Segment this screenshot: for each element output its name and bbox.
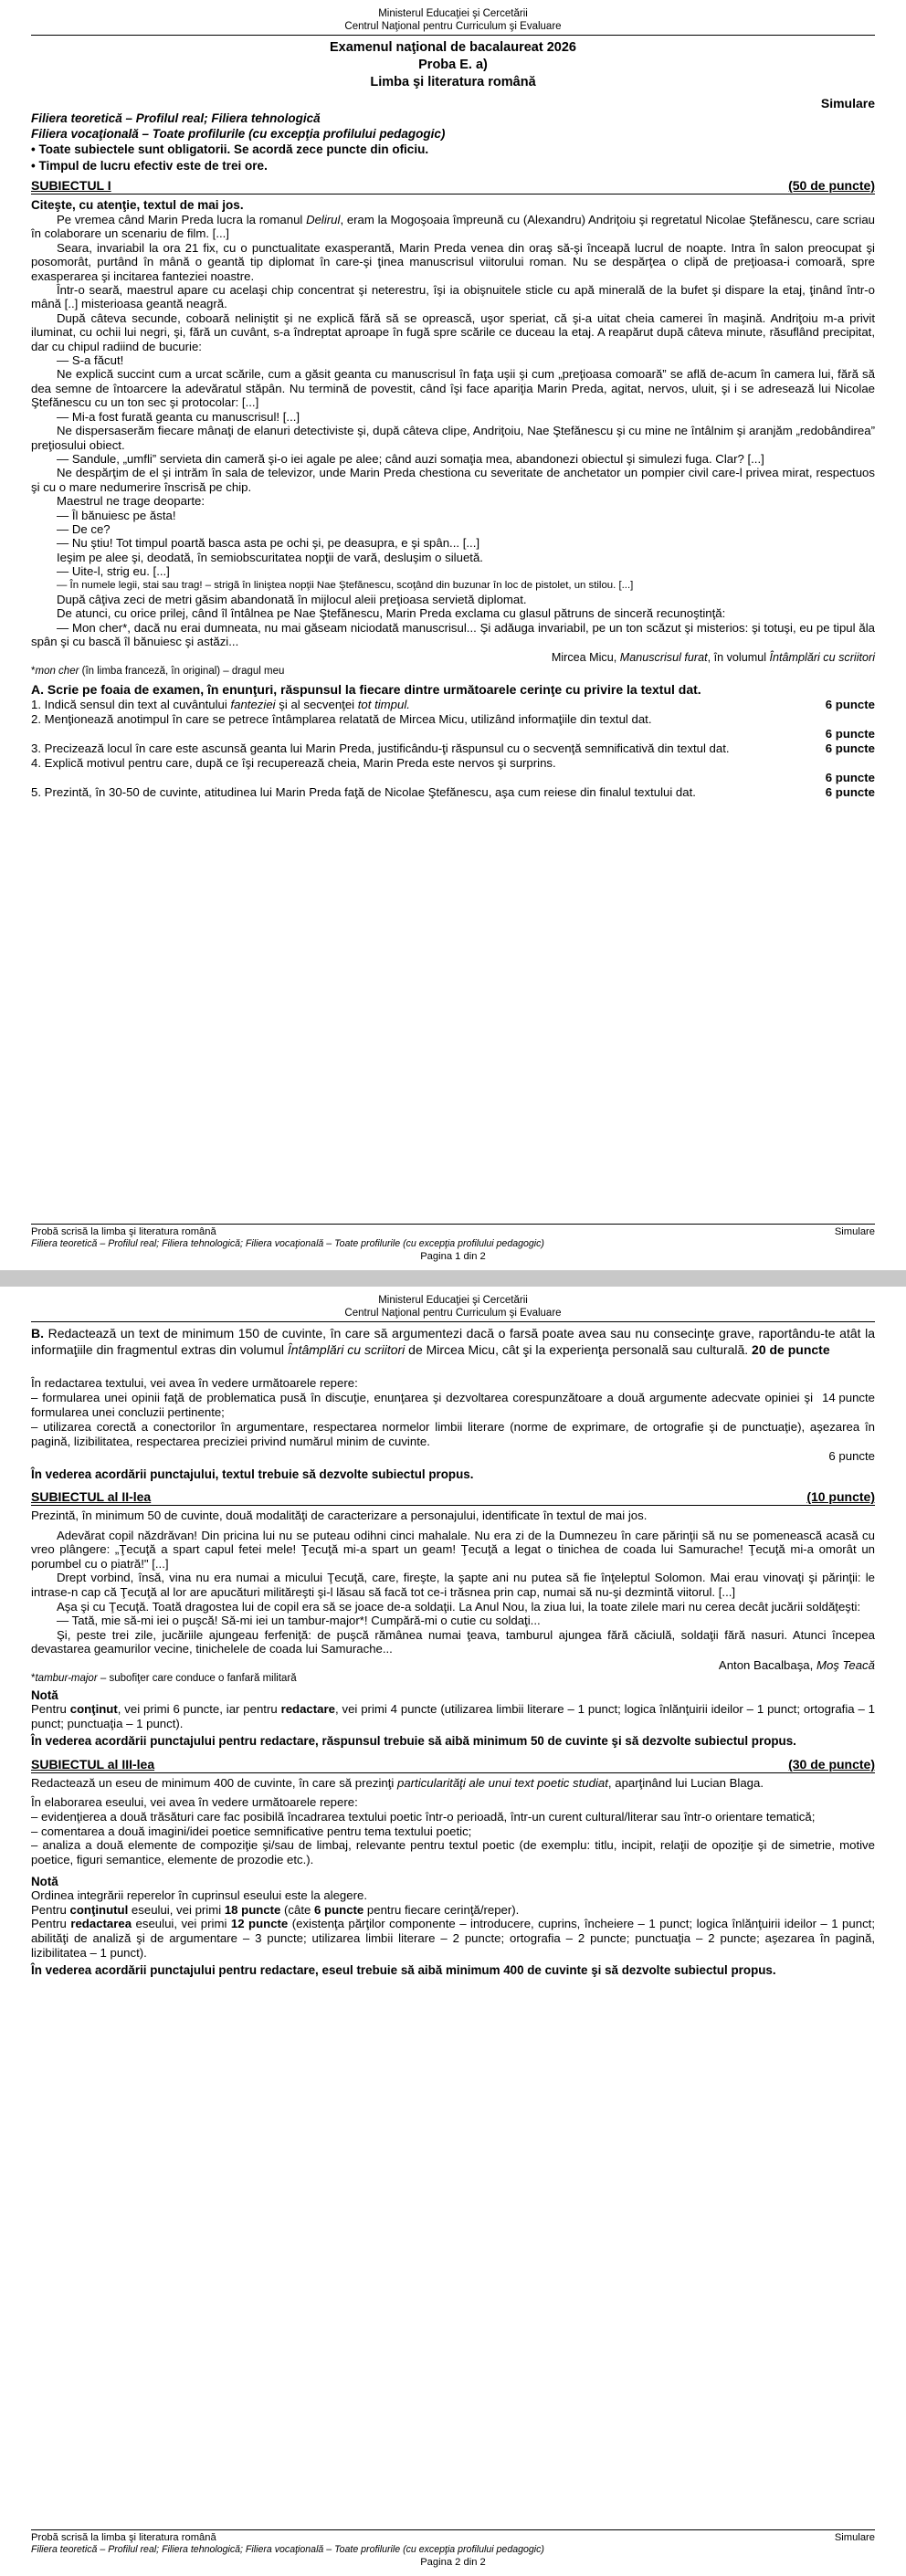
question-item: 2. Menţionează anotimpul în care se petrece întâmplarea relatată de Mircea Micu, utilizând informaţiile din textul dat. bbox=[31, 712, 652, 727]
dialogue-line: — Mi-a fost furată geanta cu manuscrisul! [...] bbox=[57, 409, 300, 424]
ministry-line-2: Centrul Naţional pentru Curriculum şi Evaluare bbox=[344, 21, 562, 32]
read-instruction: Citeşte, cu atenţie, textul de mai jos. bbox=[31, 198, 244, 212]
subject-2-note-requirement: În vederea acordării punctajului pentru redactare, răspunsul trebuie să aibă minimum 50 de cuvinte şi să dezvolte subiectul propus. bbox=[31, 1734, 796, 1749]
subject-3-note-order: Ordinea integrării reperelor în cuprinsul eseului este la alegere. bbox=[31, 1888, 367, 1903]
dialogue-line: — Tată, mie să-mi iei o puşcă! Să-mi iei un tambur-major*! Cumpără-mi o cutie cu soldaţi... bbox=[57, 1614, 541, 1628]
footer-right-label: Simulare bbox=[834, 2531, 875, 2543]
footer-top-row bbox=[31, 1226, 875, 1239]
subject-3-label: SUBIECTUL al III-lea bbox=[31, 1756, 155, 1772]
subject-2-label: SUBIECTUL al II-lea bbox=[31, 1489, 152, 1505]
reper-item: – utilizarea corectă a conectorilor în argumentare, respectarea normelor limbii literare (norme de exprimare, de ortografie şi de punctuaţie), aşezarea în pagină, lizibilitatea, respectarea preciziei privind numărul minim de cuvinte. bbox=[31, 1419, 875, 1448]
text-paragraph: După câţiva zeci de metri găsim abandonată în mijlocul aleii preţioasa servietă diplomat. bbox=[57, 592, 527, 606]
page-2-footer bbox=[31, 2529, 875, 2570]
text-paragraph: — Mon cher*, dacă nu erai dumneata, nu mai găseam niciodată manuscrisul... Şi adăuga invariabil, pe un ton scăzut şi misterios: şi totuşi, eu pe tipul ăla spân şi cu bască îl bănuiesc şi astăzi... bbox=[31, 620, 875, 649]
text-paragraph: Maestrul ne trage deoparte: bbox=[57, 494, 205, 509]
text-paragraph: Ieşim pe alee şi, deodată, în semiobscuritatea nopţii de vară, desluşim o siluetă. bbox=[57, 550, 483, 564]
subject-1-rule bbox=[31, 194, 875, 195]
question-item: 6 puncte 1. Indică sensul din text al cuvântului fanteziei şi al secvenţei tot timpul. bbox=[31, 698, 875, 712]
question-item: 4. Explică motivul pentru care, după ce îşi recuperează cheia, Marin Preda este nervos şi surprins. bbox=[31, 756, 556, 771]
dialogue-line: — S-a făcut! bbox=[57, 353, 124, 368]
reper-points: 14 puncte bbox=[822, 1390, 875, 1404]
text-paragraph: Seara, invariabil la ora 21 fix, cu o punctualitate exasperantă, Marin Preda venea din oraş să-şi înceapă lucrul de noapte. Intra în salon preocupat şi posomorât, purtând în mână o geantă tip diplomat în care-şi ţinea manuscrisul viitorului roman. Nu se despărţea o clipă de preţioasa-i comoară, spre exasperarea şi incitarea fanteziei noastre. bbox=[31, 240, 875, 283]
subject-1-points: (50 de puncte) bbox=[788, 178, 875, 193]
subject-3-note-requirement: În vederea acordării punctajului pentru redactare, eseul trebuie să aibă minimum 400 de cuvinte şi să dezvolte subiectul propus. bbox=[31, 1963, 776, 1978]
part-b-points: 20 de puncte bbox=[752, 1341, 830, 1357]
instruction-bullet-1: • Toate subiectele sunt obligatorii. Se acordă zece puncte din oficiu. bbox=[31, 142, 875, 158]
subject-2-author: Anton Bacalbaşa, Moş Teacă bbox=[718, 1658, 875, 1673]
header-divider bbox=[31, 35, 875, 36]
reper-text: – formularea unei opinii faţă de problematica pusă în discuţie, enunţarea şi dezvoltarea corespunzătoare a două argumente adecvate opiniei şi formularea unei concluzii pertinente; bbox=[31, 1390, 814, 1419]
subject-2-points: (10 puncte) bbox=[806, 1489, 875, 1505]
part-b-repere-heading: În redactarea textului, vei avea în vedere următoarele repere: bbox=[31, 1376, 358, 1390]
subject-3-note-content: Pentru conţinutul eseului, vei primi 18 puncte (câte 6 puncte pentru fiecare cerinţă/reper). bbox=[31, 1902, 520, 1917]
footer-left-label: Probă scrisă la limba şi literatura română bbox=[31, 1225, 216, 1237]
exam-proba: Proba E. a) bbox=[418, 58, 488, 72]
text-footnote: *mon cher (în limba franceză, în original) – dragul meu bbox=[31, 665, 285, 677]
text-paragraph: După câteva secunde, coboară neliniştit şi ne explică fără să se oprească, uşor speriat, că şi-a uitat cheia camerei în maşină. Andriţoiu m-a privit iluminat, cu ochii lui negri, şi, fără un cuvânt, s-a îndreptat aproape în fugă spre scările ce duceau la etaj. A reapărut după câteva minute, răsuflând precipitat, dar cu chipul radiind de bucurie: bbox=[31, 310, 875, 353]
page-gap bbox=[0, 1270, 906, 1287]
ministry-header bbox=[31, 1294, 875, 1320]
subject-2-heading bbox=[31, 1489, 875, 1504]
question-points: 6 puncte bbox=[825, 771, 875, 785]
footer-page-number: Pagina 2 din 2 bbox=[420, 2557, 486, 2568]
dialogue-line: — De ce? bbox=[57, 521, 111, 536]
header-divider bbox=[31, 1321, 875, 1322]
question-item: 6 puncte 3. Precizează locul în care este ascunsă geanta lui Marin Preda, justificându-ţi răspunsul cu o secvenţă semnificativă din textul dat. bbox=[31, 741, 875, 756]
question-points: 6 puncte bbox=[825, 741, 875, 756]
text-paragraph: Ne despărţim de el şi intrăm în sala de televizor, unde Marin Preda chestiona cu severitate de anchetator un pompier civil care-l privea mirat, respectuos şi cu o mare nedumerire înscrisă pe chip. bbox=[31, 466, 875, 494]
subject-3-heading bbox=[31, 1757, 875, 1772]
subject-2-rule bbox=[31, 1505, 875, 1506]
exam-page-1 bbox=[0, 0, 906, 1270]
filiera-line-2: Filiera vocaţională – Toate profilurile (cu excepţia profilului pedagogic) bbox=[31, 127, 446, 141]
subject-1-heading bbox=[31, 178, 875, 193]
ministry-line-2: Centrul Naţional pentru Curriculum şi Evaluare bbox=[344, 1308, 562, 1319]
ministry-line-1: Ministerul Educaţiei şi Cercetării bbox=[378, 1295, 528, 1306]
footer-page-number: Pagina 1 din 2 bbox=[420, 1251, 486, 1262]
text-paragraph: Aşa şi cu Ţecuţă. Toată dragostea lui de copil era să se joace de-a soldaţii. La Anul Nou, la ziua lui, la toate zilele mari nu cerea decât jucării soldăţeşti: bbox=[57, 1599, 861, 1614]
subject-2-instruction: Prezintă, în minimum 50 de cuvinte, două modalităţi de caracterizare a personajului, identificate în textul de mai jos. bbox=[31, 1509, 648, 1523]
part-b-note: În vederea acordării punctajului, textul trebuie să dezvolte subiectul propus. bbox=[31, 1467, 474, 1481]
reper-item bbox=[31, 1391, 875, 1420]
text-paragraph: Şi, peste trei zile, jucăriile ajungeau ferfeniţă: de puşcă rămânea numai ţeava, tamburul ajungea fără căciulă, soldaţii fără nasuri. Atunci începea devastarea geamurilor vecine, tinichelele de coada lui Samurache... bbox=[31, 1627, 875, 1656]
text-paragraph: Drept vorbind, însă, vina nu era numai a micului Ţecuţă, care, fireşte, la şapte ani nu putea să fie înţeleptul Solomon. Mai erau vinovaţi şi părinţii: le intrase-n cap că Ţecuţă al lor are apucături milităreşti şi-l lăsau să facă tot ce-i trăsnea prin cap, numai să nu-şi dezmintă viitorul. [...] bbox=[31, 1571, 875, 1600]
reper-item: – analiza a două elemente de compoziţie şi/sau de limbaj, relevante pentru textul poetic (de exemplu: titlu, incipit, relaţii de opoziţie şi de simetrie, motive poetice, figuri semantice, elemente de prozodie etc.). bbox=[31, 1838, 875, 1866]
simulare-label: Simulare bbox=[820, 96, 875, 110]
footer-filiera: Filiera teoretică – Profilul real; Filiera tehnologică; Filiera vocaţională – Toate profilurile (cu excepţia profilului pedagogic) bbox=[31, 1238, 544, 1249]
ministry-header bbox=[31, 7, 875, 33]
subject-3-rule bbox=[31, 1772, 875, 1773]
dialogue-line: — În numele legii, stai sau trag! – strigă în liniştea nopţii Nae Ştefănescu, scoţând din buzunar în loc de pistolet, un stilou. [...] bbox=[57, 579, 634, 591]
instruction-bullet-2: • Timpul de lucru efectiv este de trei ore. bbox=[31, 158, 875, 174]
reper-item: – comentarea a două imagini/idei poetice semnificative pentru tema textului poetic; bbox=[31, 1824, 472, 1838]
subject-2-note-text: Pentru conţinut, vei primi 6 puncte, iar pentru redactare, vei primi 4 puncte (utilizarea limbii literare – 1 punct; logica înlănţuirii ideilor – 1 punct; ortografia – 1 punct; punctuaţia – 1 punct). bbox=[31, 1702, 875, 1730]
question-points: 6 puncte bbox=[825, 698, 875, 712]
subject-3-points: (30 de puncte) bbox=[788, 1756, 875, 1772]
text-paragraph: Adevărat copil năzdrăvan! Din pricina lui nu se puteau odihni cinci mahalale. Nu era zi de la Dumnezeu în care părinţii să nu se pomenească acasă cu vreo plângere: „Ţecuţă a spart capul fetei mele! Ţecuţă mi-a spart un geam! Ţecuţă a legat o tinichea de coada lui Samurache! Ţecuţă mi-a omorât un porumbel cu o piatră!" [...] bbox=[31, 1528, 875, 1571]
exam-page-2 bbox=[0, 1287, 906, 2576]
dialogue-line: — Uite-l, strig eu. [...] bbox=[57, 564, 170, 579]
question-points: 6 puncte bbox=[825, 727, 875, 741]
text-paragraph: Pe vremea când Marin Preda lucra la romanul Delirul, eram la Mogoşoaia împreună cu (Alexandru) Andriţoiu şi regretatul Nicolae Ştefănescu, care scriau în colaborare un scenariu de film. [...] bbox=[31, 213, 876, 241]
text-attribution: Mircea Micu, Manuscrisul furat, în volumul Întâmplări cu scriitori bbox=[551, 650, 875, 664]
part-b-heading: B. Redactează un text de minimum 150 de cuvinte, în care să argumentezi dacă o farsă poate avea sau nu consecinţe grave, raportându-te atât la informaţiile din fragmentul extras din volumul Întâmplări cu scriitori de Mircea Micu, cât şi la experienţa personală sau culturală. 20 de puncte bbox=[31, 1326, 875, 1357]
footer-divider bbox=[31, 2529, 875, 2530]
text-paragraph: Ne explică succint cum a urcat scările, cum a găsit geanta cu manuscrisul în faţa uşii şi cum „preţioasa comoară” se află de-acum în camera lui, fără să dea semne de întoarcere la adevăratul stăpân. Nu termină de povestit, când îşi face apariţia Marin Preda, agitat, nervos, uluit, şi i se adresează lui Nicolae Ştefănescu cu un ton sec şi protocolar: [...] bbox=[31, 367, 875, 410]
dialogue-line: — Îl bănuiesc pe ăsta! bbox=[57, 508, 176, 522]
footer-left-label: Probă scrisă la limba şi literatura română bbox=[31, 2531, 216, 2543]
exam-title: Examenul naţional de bacalaureat 2026 bbox=[330, 40, 576, 55]
reper-points: 6 puncte bbox=[828, 1448, 875, 1463]
footer-divider bbox=[31, 1224, 875, 1225]
footer-right-label: Simulare bbox=[834, 1225, 875, 1237]
dialogue-line: — Nu ştiu! Tot timpul poartă basca asta pe ochi şi, pe deasupra, e şi spân... [...] bbox=[57, 536, 480, 551]
subject-2-footnote: *tambur-major – subofiţer care conduce o fanfară militară bbox=[31, 1673, 297, 1685]
subject-3-repere-heading: În elaborarea eseului, vei avea în vedere următoarele repere: bbox=[31, 1795, 358, 1810]
reper-item: – evidenţierea a două trăsături care fac posibilă încadrarea textului poetic într-o perioadă, într-un curent cultural/literar sau într-o orientare tematică; bbox=[31, 1809, 816, 1824]
question-item: 6 puncte 5. Prezintă, în 30-50 de cuvinte, atitudinea lui Marin Preda faţă de Nicolae Ştefănescu, aşa cum reiese din finalul textului dat. bbox=[31, 785, 875, 800]
part-b-label: B. bbox=[31, 1326, 44, 1341]
text-paragraph: Într-o seară, maestrul apare cu acelaşi chip concentrat şi neterestru, îşi ia obişnuitele sticle cu apă minerală de la bufet şi dispare la etaj, ţinând într-o mână [..] misterioasa geantă neagră. bbox=[31, 283, 875, 311]
exam-subject: Limba şi literatura română bbox=[370, 75, 536, 89]
filiera-line-1: Filiera teoretică – Profilul real; Filiera tehnologică bbox=[31, 111, 321, 125]
footer-top-row bbox=[31, 2532, 875, 2545]
subject-1-label: SUBIECTUL I bbox=[31, 178, 111, 193]
subject-2-note-label: Notă bbox=[31, 1688, 58, 1703]
page-1-footer bbox=[31, 1224, 875, 1264]
exam-title-block bbox=[31, 39, 875, 91]
text-paragraph: — Sandule, „umfli” servieta din cameră şi-o iei agale pe alee; când auzi somaţia mea, abandonezi obiectul şi simulezi fuga. Clar? [...] bbox=[57, 451, 764, 466]
subject-3-note-redactare: Pentru redactarea eseului, vei primi 12 puncte (existenţa părţilor componente – introducere, cuprins, încheiere – 1 punct; logica înlănţuirii ideilor – 1 punct; abilităţi de analiză şi de argumentare – 3 puncte; utilizarea limbii literare – 2 puncte; ortografia – 2 puncte; punctuaţia – 2 puncte; aşezarea în pagină, lizibilitatea – 1 punct). bbox=[31, 1917, 875, 1960]
part-a-heading: A. Scrie pe foaia de examen, în enunţuri, răspunsul la fiecare dintre următoarele cerinţe cu privire la textul dat. bbox=[31, 681, 701, 697]
subject-3-note-label: Notă bbox=[31, 1875, 58, 1889]
text-paragraph: Ne dispersaserăm fiecare mânaţi de elanuri detectiviste şi, după câteva clipe, Andriţoiu, Nae Ştefănescu şi cu mine ne întâlnim şi aranjăm „redobândirea” preţiosului obiect. bbox=[31, 424, 875, 452]
footer-filiera: Filiera teoretică – Profilul real; Filiera tehnologică; Filiera vocaţională – Toate profilurile (cu excepţia profilului pedagogic) bbox=[31, 2544, 544, 2555]
text-paragraph: De atunci, cu orice prilej, când îl întâlnea pe Nae Ştefănescu, Marin Preda exclama cu glasul pătruns de sinceră recunoştinţă: bbox=[57, 606, 726, 621]
ministry-line-1: Ministerul Educaţiei şi Cercetării bbox=[378, 8, 528, 19]
question-points: 6 puncte bbox=[825, 785, 875, 800]
subject-3-instruction: Redactează un eseu de minimum 400 de cuvinte, în care să prezinţi particularităţi ale unui text poetic studiat, aparţinând lui Lucian Blaga. bbox=[31, 1775, 764, 1790]
